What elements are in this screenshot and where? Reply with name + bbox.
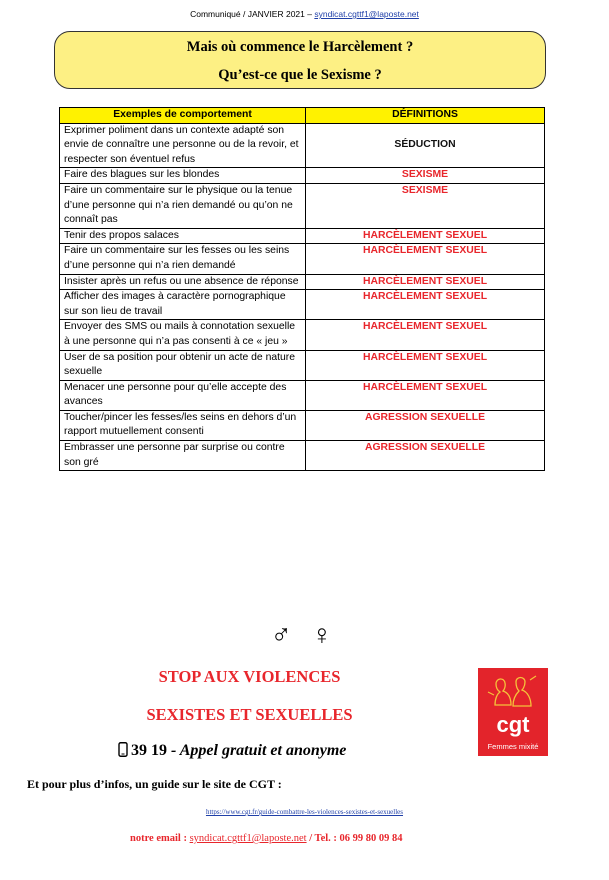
definition-cell: HARCÈLEMENT SEXUEL xyxy=(306,228,545,244)
table-row xyxy=(60,290,545,320)
table-row xyxy=(60,168,545,184)
table-row xyxy=(60,244,545,274)
hotline-line xyxy=(118,742,346,760)
example-cell: Insister après un refus ou une absence de réponse xyxy=(60,274,306,290)
header-prefix: Communiqué / JANVIER 2021 – xyxy=(190,9,315,19)
guide-text: Et pour plus d’infos, un guide sur le site de CGT : xyxy=(27,777,282,791)
gender-symbols: ♂ ♀ xyxy=(270,619,339,650)
example-cell: Faire un commentaire sur le physique ou la tenue d’une personne qui n’a rien demandé ou qu’on ne connaît pas xyxy=(60,183,306,228)
contact-label: notre email : xyxy=(130,833,190,844)
example-cell: Embrasser une personne par surprise ou contre son gré xyxy=(60,441,306,471)
contact-email-link[interactable]: syndicat.cgttf1@laposte.net xyxy=(189,833,307,844)
header-line xyxy=(0,9,609,19)
example-cell: Envoyer des SMS ou mails à connotation sexuelle à une personne qui n’a pas consenti à ce « jeu » xyxy=(60,320,306,350)
table-row xyxy=(60,410,545,440)
guide-link[interactable]: https://www.cgt.fr/guide-combattre-les-violences-sexistes-et-sexuelles xyxy=(205,808,404,816)
example-cell: Tenir des propos salaces xyxy=(60,228,306,244)
mobile-phone-icon xyxy=(118,742,128,757)
column-header-definitions: DÉFINITIONS xyxy=(306,108,545,124)
contact-line xyxy=(130,833,403,844)
header-email-link[interactable]: syndicat.cgttf1@laposte.net xyxy=(314,9,419,19)
example-cell: Menacer une personne pour qu’elle accepte des avances xyxy=(60,380,306,410)
banner-title-2: Qu’est-ce que le Sexisme ? xyxy=(218,67,382,83)
definition-cell: SÉDUCTION xyxy=(306,123,545,168)
hotline-text: - Appel gratuit et anonyme xyxy=(167,742,347,759)
behaviour-table xyxy=(59,107,545,471)
table-row xyxy=(60,350,545,380)
definition-cell: HARCÈLEMENT SEXUEL xyxy=(306,244,545,274)
definition-cell: HARCÈLEMENT SEXUEL xyxy=(306,380,545,410)
table-row xyxy=(60,123,545,168)
definition-cell: HARCÈLEMENT SEXUEL xyxy=(306,350,545,380)
definition-cell: AGRESSION SEXUELLE xyxy=(306,441,545,471)
definition-cell: SEXISME xyxy=(306,168,545,184)
hotline-number: 39 19 xyxy=(131,742,167,759)
example-cell: Afficher des images à caractère pornographique sur son lieu de travail xyxy=(60,290,306,320)
table-row xyxy=(60,274,545,290)
definition-cell: HARCÈLEMENT SEXUEL xyxy=(306,320,545,350)
logo-subtitle: Femmes mixité xyxy=(487,742,539,751)
title-banner xyxy=(54,31,546,89)
table-row xyxy=(60,228,545,244)
guide-link-line xyxy=(0,808,609,816)
example-cell: Toucher/pincer les fesses/les seins en dehors d’un rapport mutuellement consenti xyxy=(60,410,306,440)
table-row xyxy=(60,183,545,228)
logo-text: cgt xyxy=(496,712,530,737)
table-row xyxy=(60,441,545,471)
banner-title-1: Mais où commence le Harcèlement ? xyxy=(186,39,414,55)
cgt-logo xyxy=(478,668,548,756)
table-row xyxy=(60,380,545,410)
stop-heading-line-2: SEXISTES ET SEXUELLES xyxy=(146,705,353,724)
table-header-row xyxy=(60,108,545,124)
definition-cell: HARCÈLEMENT SEXUEL xyxy=(306,290,545,320)
column-header-examples: Exemples de comportement xyxy=(60,108,306,124)
example-cell: User de sa position pour obtenir un acte de nature sexuelle xyxy=(60,350,306,380)
definition-cell: AGRESSION SEXUELLE xyxy=(306,410,545,440)
definition-cell: HARCÈLEMENT SEXUEL xyxy=(306,274,545,290)
definition-cell: SEXISME xyxy=(306,183,545,228)
stop-heading-line-1: STOP AUX VIOLENCES xyxy=(158,667,341,686)
contact-tel: / Tel. : 06 99 80 09 84 xyxy=(306,833,403,844)
example-cell: Faire des blagues sur les blondes xyxy=(60,168,306,184)
example-cell: Exprimer poliment dans un contexte adapté son envie de connaître une personne ou de la revoir, et respecter son éventuel refus xyxy=(60,123,306,168)
example-cell: Faire un commentaire sur les fesses ou les seins d’une personne qui n’a rien demandé xyxy=(60,244,306,274)
table-row xyxy=(60,320,545,350)
